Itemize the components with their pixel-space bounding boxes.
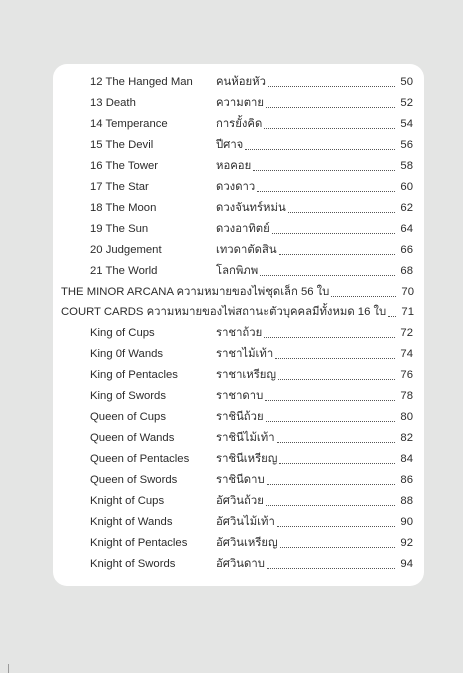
toc-page-number: 90 xyxy=(400,515,413,528)
toc-entry-english-title: 19 The Sun xyxy=(90,222,149,235)
toc-entry-english-title: Queen of Cups xyxy=(90,411,166,424)
toc-entry-english-title: King of Swords xyxy=(90,390,166,403)
toc-entry xyxy=(90,323,413,344)
toc-entry-english-title: Queen of Swords xyxy=(90,474,178,487)
toc-page-number: 72 xyxy=(400,327,413,340)
toc-page-number: 64 xyxy=(400,222,413,235)
toc-entry-english-title: 18 The Moon xyxy=(90,201,157,214)
dot-leader xyxy=(257,191,395,192)
toc-entry-thai-title: ปีศาจ xyxy=(216,138,244,151)
dot-leader xyxy=(264,128,395,129)
toc-entry-thai-title: ดวงจันทร์หม่น xyxy=(216,201,286,214)
toc-page-number: 74 xyxy=(400,348,413,361)
toc-entry xyxy=(90,428,413,449)
toc-page-number: 62 xyxy=(400,201,413,214)
dot-leader xyxy=(245,149,395,150)
toc-entry-thai-title: การยั้งคิด xyxy=(216,117,263,130)
dot-leader xyxy=(266,421,395,422)
dot-leader xyxy=(275,358,395,359)
toc-entry-thai-title: คนห้อยหัว xyxy=(216,76,266,88)
toc-section-heading xyxy=(61,302,414,323)
toc-entry xyxy=(90,219,413,240)
toc-entry-english-title: 13 Death xyxy=(90,96,136,109)
dot-leader xyxy=(278,379,395,380)
dot-leader xyxy=(280,547,395,548)
dot-leader xyxy=(266,107,395,108)
toc-page-number: 54 xyxy=(400,117,413,130)
toc-entry-english-title: King of Cups xyxy=(90,327,155,340)
dot-leader xyxy=(265,400,395,401)
toc-page-number: 78 xyxy=(400,390,413,403)
toc-entry xyxy=(90,177,413,198)
dot-leader xyxy=(253,170,395,171)
toc-entry xyxy=(90,449,413,470)
toc-entry-thai-title: โลกพิภพ xyxy=(216,264,259,277)
toc-page-number: 66 xyxy=(400,243,413,256)
toc-entry xyxy=(90,386,413,407)
toc-entry-english-title: 12 The Hanged Man xyxy=(90,76,193,88)
toc-page-number: 58 xyxy=(400,159,413,172)
toc-entry-thai-title: ราชินีไม้เท้า xyxy=(216,432,275,445)
dot-leader xyxy=(272,233,395,234)
toc-entry xyxy=(90,554,413,575)
toc-entry xyxy=(90,491,413,512)
dot-leader xyxy=(277,442,395,443)
toc-entry-thai-title: ราชินีถ้วย xyxy=(216,411,264,424)
toc-entry-english-title: King 0f Wands xyxy=(90,348,164,361)
toc-page-number: 80 xyxy=(400,411,413,424)
toc-entry-english-title: 14 Temperance xyxy=(90,117,168,130)
dot-leader xyxy=(288,212,395,213)
toc-entry-english-title: King of Pentacles xyxy=(90,369,178,382)
toc-entry xyxy=(90,533,413,554)
toc-entry-english-title: Knight of Wands xyxy=(90,515,173,528)
dot-leader xyxy=(268,86,395,87)
dot-leader xyxy=(388,316,396,317)
toc-entry-english-title: 21 The World xyxy=(90,264,158,277)
toc-entry-english-title: Knight of Cups xyxy=(90,495,165,507)
toc-page-number: 71 xyxy=(401,306,414,319)
toc-heading-text: THE MINOR ARCANA ความหมายของไพ่ชุดเล็ก 56 ใบ xyxy=(61,285,330,298)
toc-page-number: 82 xyxy=(400,432,413,445)
toc-entry-thai-title: ราชินีเหรียญ xyxy=(216,453,278,466)
dot-leader xyxy=(331,296,396,297)
toc-entry xyxy=(90,365,413,386)
toc-entry-thai-title: เทวดาตัดสิน xyxy=(216,243,277,256)
toc-page-number: 94 xyxy=(400,557,413,570)
dot-leader xyxy=(266,505,395,506)
dot-leader xyxy=(277,526,395,527)
toc-entry xyxy=(90,470,413,491)
toc-entry xyxy=(90,344,413,365)
toc-page-number: 76 xyxy=(400,369,413,382)
toc-entry-thai-title: ราชาไม้เท้า xyxy=(216,348,274,361)
dot-leader xyxy=(279,254,395,255)
toc-entry xyxy=(90,93,413,114)
toc-entry xyxy=(90,72,413,93)
toc-entry-thai-title: ราชินีดาบ xyxy=(216,474,265,487)
toc-page-number: 68 xyxy=(400,264,413,277)
toc-page-number: 88 xyxy=(400,495,413,507)
toc-entry xyxy=(90,240,413,261)
toc-page-number: 86 xyxy=(400,474,413,487)
toc-entry-english-title: 16 The Tower xyxy=(90,159,159,172)
dot-leader xyxy=(267,484,395,485)
toc-page-number: 50 xyxy=(400,76,413,88)
toc-entry-thai-title: ดวงอาทิตย์ xyxy=(216,222,270,235)
toc-entry xyxy=(90,512,413,533)
toc-entry-thai-title: ดวงดาว xyxy=(216,180,256,193)
toc-entry-thai-title: ความตาย xyxy=(216,96,264,109)
toc-entry-english-title: Queen of Pentacles xyxy=(90,453,190,466)
toc-entry-english-title: 20 Judgement xyxy=(90,243,162,256)
toc-entry xyxy=(90,114,413,135)
toc-entry xyxy=(90,156,413,177)
toc-entry-thai-title: อัศวินไม้เท้า xyxy=(216,515,275,528)
dot-leader xyxy=(267,568,395,569)
toc-entry xyxy=(90,261,413,282)
toc-entry-english-title: 15 The Devil xyxy=(90,138,154,151)
toc-entry-thai-title: อัศวินเหรียญ xyxy=(216,536,278,549)
toc-page-number: 84 xyxy=(400,453,413,466)
toc-entry xyxy=(90,198,413,219)
dot-leader xyxy=(279,463,395,464)
toc-section-heading xyxy=(61,282,414,303)
toc-entry-thai-title: หอคอย xyxy=(216,159,252,172)
toc-entry-thai-title: อัศวินถ้วย xyxy=(216,495,264,507)
toc-page-number: 56 xyxy=(400,138,413,151)
toc-entry-thai-title: ราชาเหรียญ xyxy=(216,369,277,382)
toc-entry xyxy=(90,135,413,156)
toc-page-number: 70 xyxy=(401,285,414,298)
toc-page-number: 92 xyxy=(400,536,413,549)
crop-mark xyxy=(8,664,9,673)
toc-entry-english-title: Knight of Swords xyxy=(90,557,176,570)
toc-entry-thai-title: ราชาถ้วย xyxy=(216,327,263,340)
toc-entry-english-title: Queen of Wands xyxy=(90,432,175,445)
toc-entry-english-title: 17 The Star xyxy=(90,180,149,193)
toc-page-number: 52 xyxy=(400,96,413,109)
toc-page-number: 60 xyxy=(400,180,413,193)
toc-entry-thai-title: อัศวินดาบ xyxy=(216,557,265,570)
toc-entry xyxy=(90,407,413,428)
toc-entry-english-title: Knight of Pentacles xyxy=(90,536,188,549)
dot-leader xyxy=(260,275,395,276)
toc-heading-text: COURT CARDS ความหมายของไพ่สถานะตัวบุคคลมีทั้งหมด 16 ใบ xyxy=(61,306,387,319)
dot-leader xyxy=(264,337,395,338)
toc-entry-thai-title: ราชาดาบ xyxy=(216,390,264,403)
